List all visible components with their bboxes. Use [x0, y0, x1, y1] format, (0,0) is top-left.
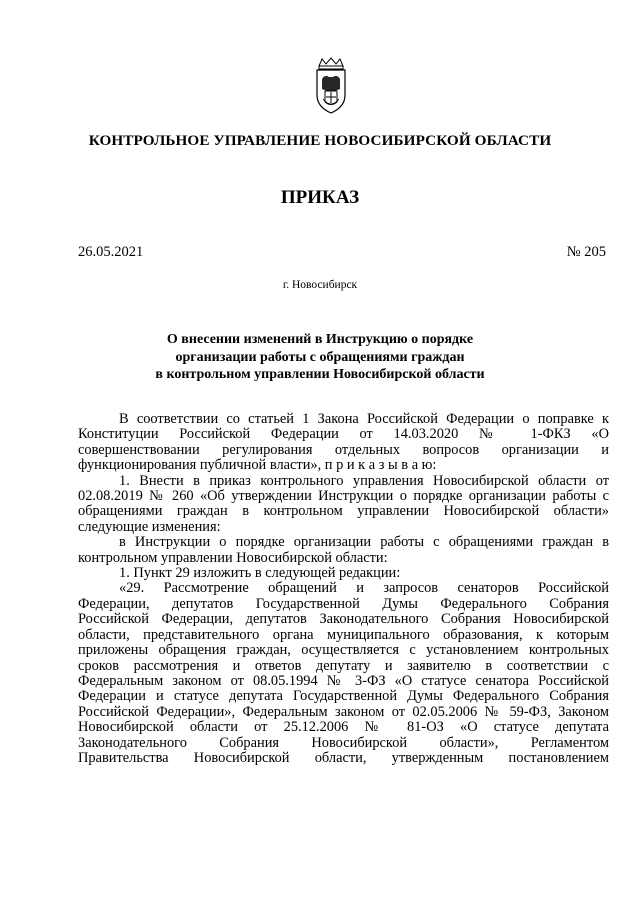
text-line: Законодательного Собрания Новосибирской области», Регламентом [78, 734, 609, 751]
text-line: Конституции Российской Федерации от 14.03.2020 № 1-ФКЗ «О [78, 426, 609, 443]
subject-line: в контрольном управлении Новосибирской области [155, 367, 485, 382]
subject-line: О внесении изменений в Инструкцию о порядке [166, 332, 474, 347]
text-line: Федерации и статусе депутата Государственной Думы Федерального Собрания [78, 688, 609, 705]
text-line: Федерации, депутатов Государственной Думы Федерального Собрания [78, 595, 609, 612]
document-city: г. Новосибирск [282, 279, 358, 291]
text-line: приложены обращения граждан, осуществляется с установлением контрольных [78, 642, 609, 659]
text-line: области, представительного органа муниципального образования, к которым [78, 626, 609, 643]
paragraph-clause-29 [78, 581, 609, 766]
text-line: контрольном управлении Новосибирской области: [78, 549, 388, 566]
document-type: ПРИКАЗ [280, 187, 360, 208]
document-date: 26.05.2021 [78, 244, 144, 260]
document-subject [0, 331, 640, 384]
text-line: совершенствовании регулирования отдельных вопросов организации и [78, 441, 609, 458]
text-line: сроков рассмотрения и ответов депутату и заявителю в соответствии с [78, 657, 609, 674]
text-line: «29. Рассмотрение обращений и запросов сенаторов Российской [119, 580, 609, 597]
text-line: функционирования публичной власти», п р и к а з ы в а ю: [78, 457, 437, 474]
paragraph-instruction [78, 535, 609, 566]
coat-of-arms-icon [311, 57, 351, 115]
paragraph-item-1 [78, 474, 609, 536]
subject-line: организации работы с обращениями граждан [175, 349, 465, 365]
paragraph-item-point [78, 566, 609, 581]
text-line: Правительства Новосибирской области, утвержденным постановлением [78, 749, 609, 766]
text-line: обращениями граждан в контрольном управлении Новосибирской области» [78, 503, 609, 520]
text-line: в Инструкции о порядке организации работы с обращениями граждан в [119, 534, 609, 551]
organization-title: КОНТРОЛЬНОЕ УПРАВЛЕНИЕ НОВОСИБИРСКОЙ ОБЛАСТИ [88, 132, 552, 149]
text-line: Федеральным законом от 08.05.1994 № 3-ФЗ «О статусе сенатора Российской [78, 672, 609, 689]
text-line: 1. Внести в приказ контрольного управления Новосибирской области от [119, 472, 609, 489]
text-line: Российской Федерации, депутатов Законодательного Собрания Новосибирской [78, 611, 609, 628]
document-number: № 205 [566, 244, 606, 260]
text-line: следующие изменения: [78, 518, 221, 535]
text-line: В соответствии со статьей 1 Закона Российской Федерации о поправке к [119, 411, 609, 427]
text-line: Новосибирской области от 25.12.2006 № 81-ОЗ «О статусе депутата [78, 719, 609, 736]
text-line: 02.08.2019 № 260 «Об утверждении Инструкции о порядке организации работы с [78, 488, 609, 505]
paragraph-preamble [78, 412, 609, 474]
text-line: 1. Пункт 29 изложить в следующей редакции: [119, 565, 401, 582]
document-body [78, 412, 609, 766]
text-line: Российской Федерации», Федеральным законом от 02.05.2006 № 59-ФЗ, Законом [78, 703, 609, 720]
